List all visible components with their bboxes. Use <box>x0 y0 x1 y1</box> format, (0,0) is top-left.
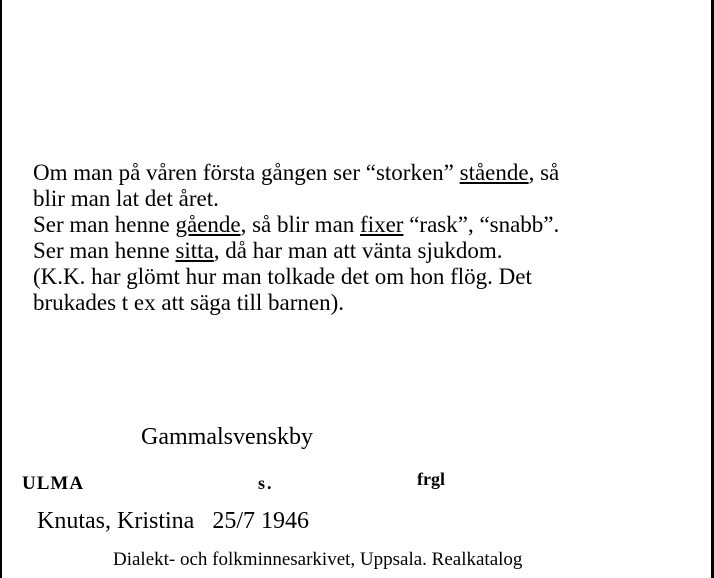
record-line-1 <box>33 160 693 186</box>
record-text <box>33 160 693 316</box>
archive-footer: Dialekt- och folkminnesarkivet, Uppsala. Realkatalog <box>113 549 523 570</box>
underlined-word: gående <box>175 212 241 237</box>
underlined-word: stående <box>459 160 529 185</box>
text-segment: (K.K. har glömt hur man tolkade det om hon flög. Det <box>33 264 532 289</box>
text-segment: , så blir man <box>240 212 361 237</box>
text-segment: brukades t ex att säga till barnen). <box>33 290 345 315</box>
informant <box>37 508 309 535</box>
field-s: s. <box>258 473 274 493</box>
text-segment: , då har man att vänta sjukdom. <box>213 238 503 263</box>
field-frgl: frgl <box>417 469 445 489</box>
card-border-left <box>0 0 2 578</box>
record-line-4 <box>33 238 693 264</box>
text-segment: “rask”, “snabb”. <box>403 212 560 237</box>
text-segment: Ser man henne <box>33 212 176 237</box>
record-line-6 <box>33 290 693 316</box>
record-line-5 <box>33 264 693 290</box>
underlined-word: fixer <box>360 212 404 237</box>
informant-name: Knutas, Kristina <box>37 508 195 534</box>
text-segment: Om man på våren första gången ser “storken” <box>33 160 460 185</box>
record-line-3 <box>33 212 693 238</box>
record-line-2 <box>33 186 693 212</box>
text-segment: blir man lat det året. <box>33 186 219 211</box>
underlined-word: sitta <box>175 238 214 263</box>
text-segment: Ser man henne <box>33 238 176 263</box>
text-segment: , så <box>528 160 560 185</box>
place-name: Gammalsvenskby <box>141 424 313 450</box>
record-date: 25/7 1946 <box>212 508 309 534</box>
archive-code: ULMA <box>22 473 85 494</box>
